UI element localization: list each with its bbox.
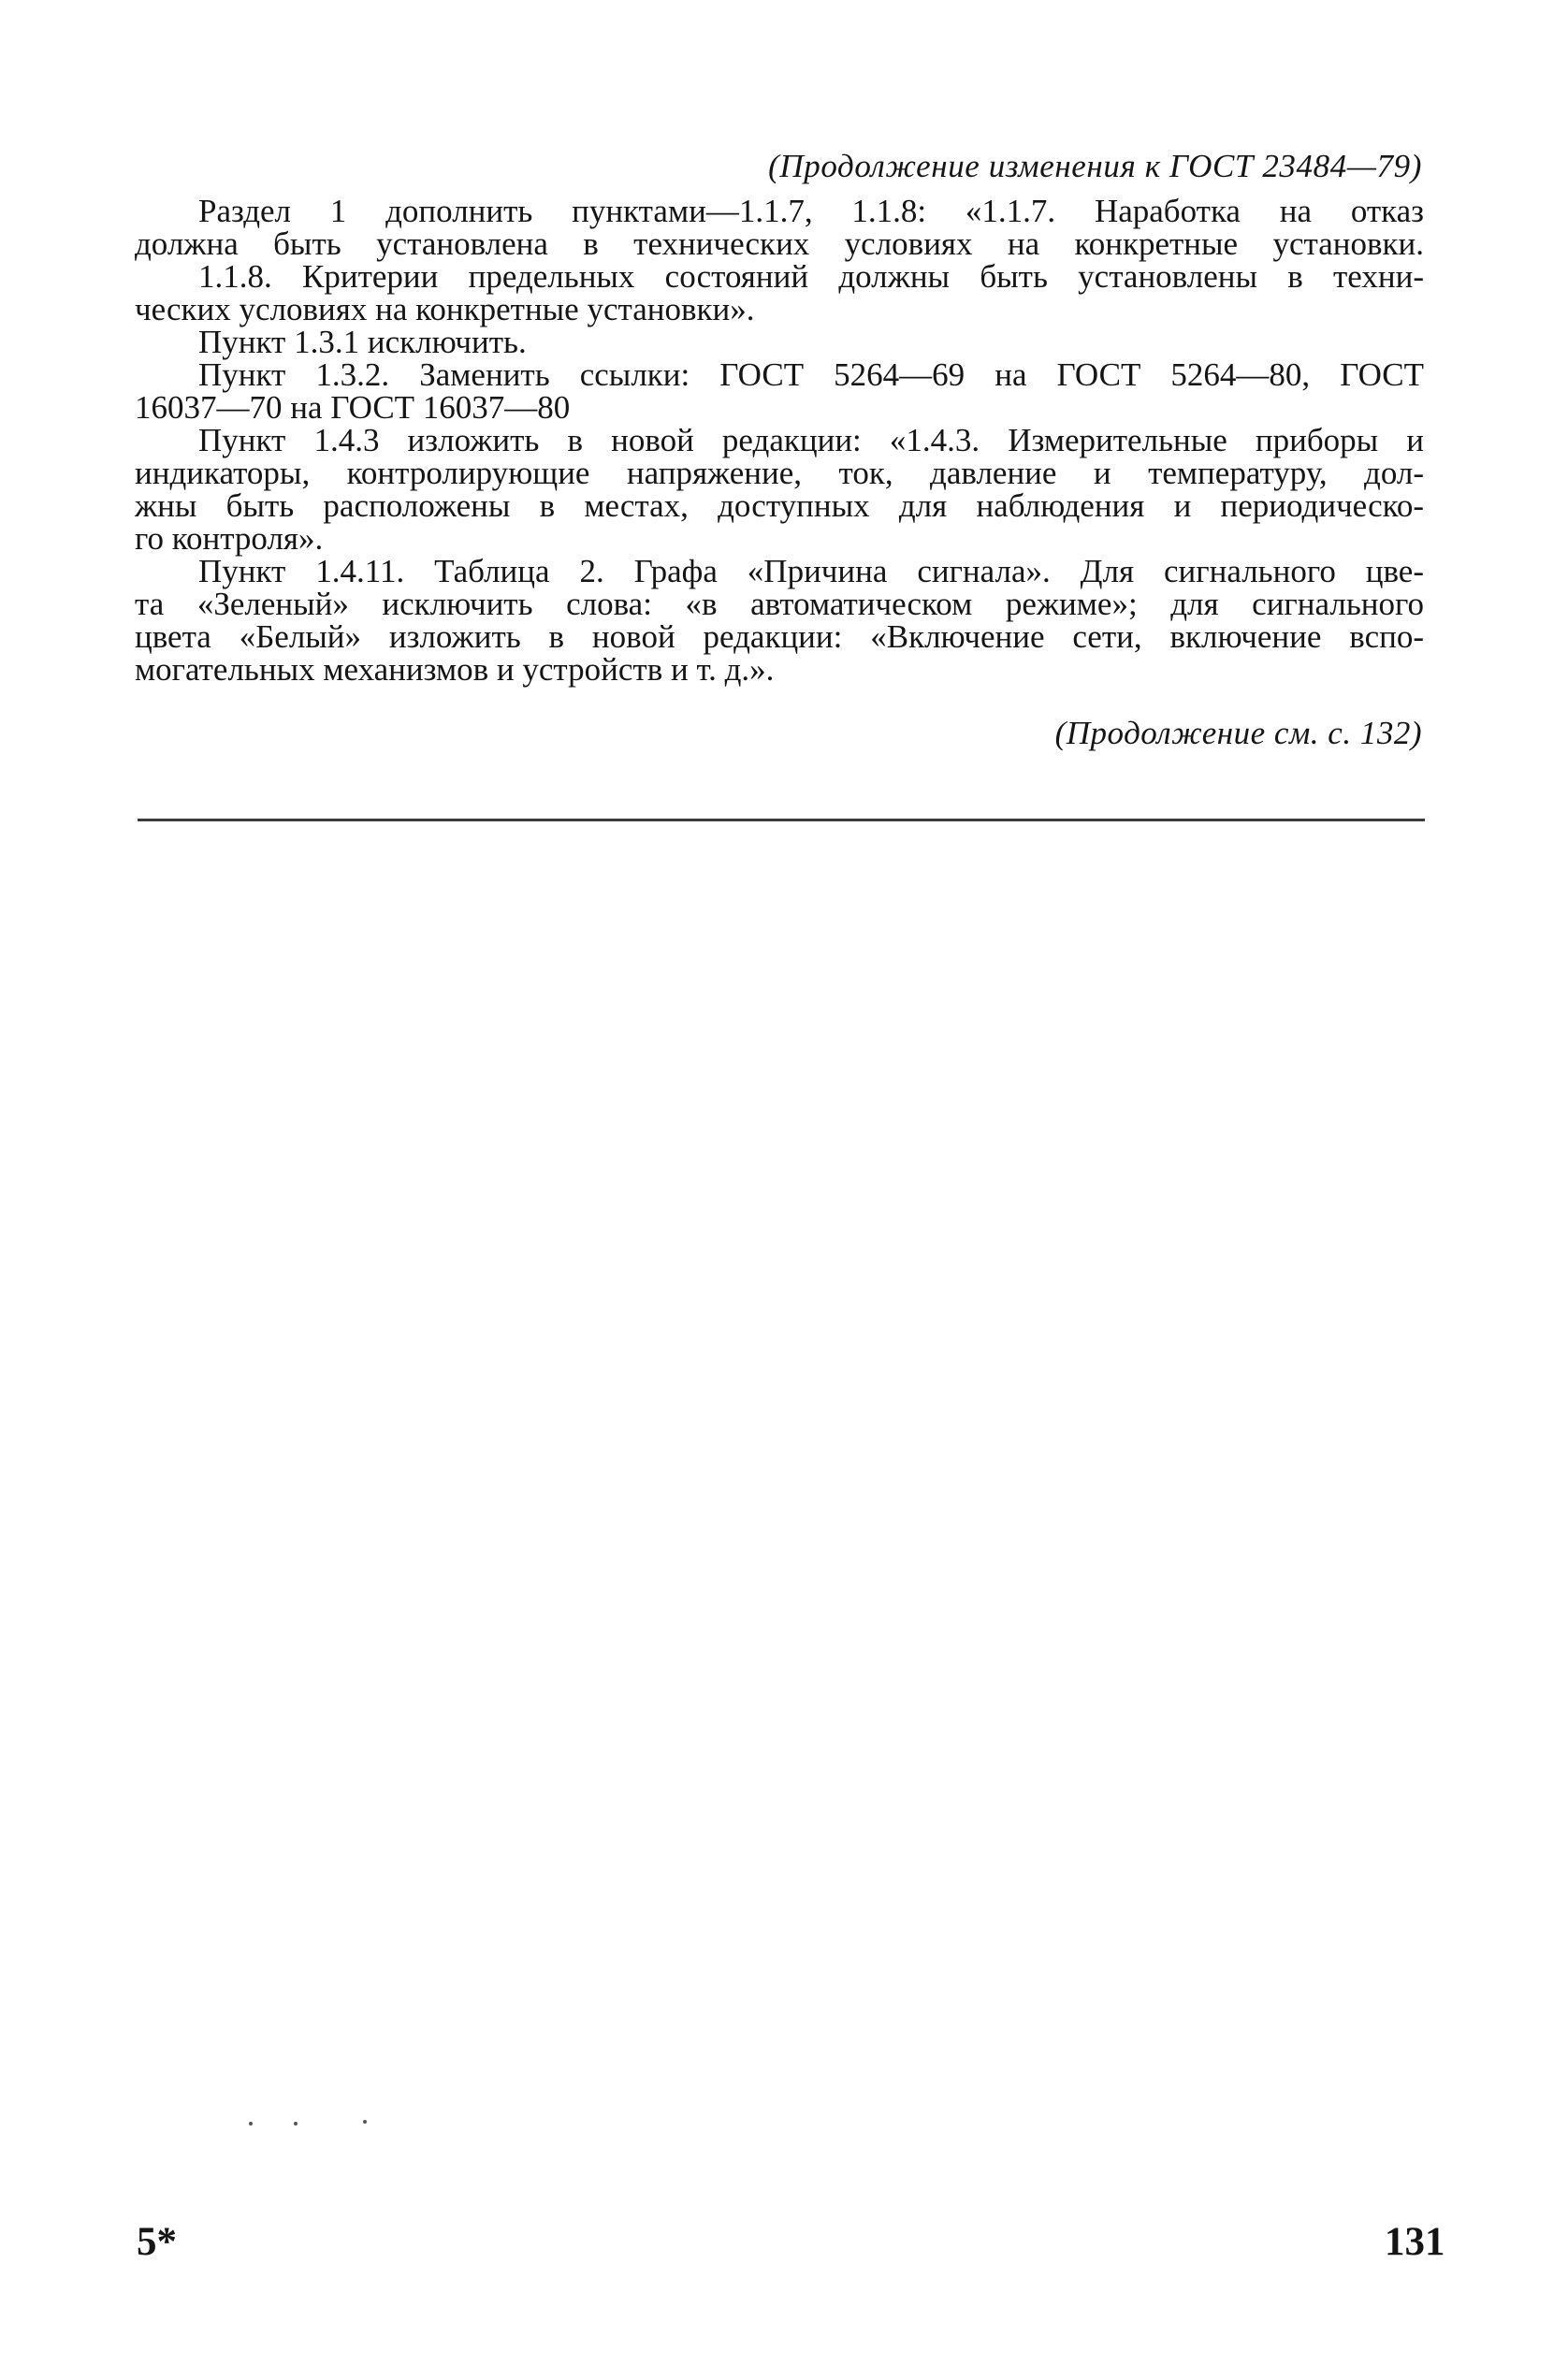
text-line: ческих условиях на конкретные установки». bbox=[135, 291, 755, 327]
text-line: Пункт 1.4.3 изложить в новой редакции: «1.4.3. Измерительные приборы и bbox=[198, 422, 1424, 458]
continuation-header: (Продолжение изменения к ГОСТ 23484—79) bbox=[768, 148, 1422, 184]
text-line: та «Зеленый» исключить слова: «в автоматическом режиме»; для сигнального bbox=[135, 586, 1424, 622]
text-line: Раздел 1 дополнить пунктами—1.1.7, 1.1.8: «1.1.7. Наработка на отказ bbox=[198, 193, 1424, 229]
text-line: Пункт 1.4.11. Таблица 2. Графа «Причина сигнала». Для сигнального цве- bbox=[198, 553, 1424, 589]
text-line: го контроля». bbox=[135, 520, 324, 557]
scan-speck bbox=[294, 2122, 298, 2126]
text-line: индикаторы, контролирующие напряжение, ток, давление и температуру, дол- bbox=[135, 455, 1424, 491]
text-line: жны быть расположены в местах, доступных для наблюдения и периодическо- bbox=[135, 487, 1424, 524]
text-line: 1.1.8. Критерии предельных состояний должны быть установлены в техни- bbox=[198, 258, 1424, 295]
text-line: цвета «Белый» изложить в новой редакции: «Включение сети, включение вспо- bbox=[135, 618, 1424, 655]
scan-specks bbox=[249, 2118, 380, 2127]
page-number: 131 bbox=[1385, 2220, 1445, 2264]
scan-speck bbox=[249, 2122, 253, 2126]
signature-mark: 5* bbox=[137, 2220, 177, 2264]
text-line: Пункт 1.3.1 исключить. bbox=[198, 324, 527, 360]
scan-speck bbox=[363, 2120, 367, 2124]
amendment-text bbox=[135, 195, 1424, 686]
text-line: 16037—70 на ГОСТ 16037—80 bbox=[135, 389, 571, 426]
text-line: Пункт 1.3.2. Заменить ссылки: ГОСТ 5264—69 на ГОСТ 5264—80, ГОСТ bbox=[198, 356, 1424, 393]
horizontal-rule bbox=[138, 819, 1425, 821]
continuation-note: (Продолжение см. с. 132) bbox=[1054, 715, 1422, 751]
text-line: должна быть установлена в технических условиях на конкретные установки. bbox=[135, 225, 1424, 262]
text-line: могательных механизмов и устройств и т. д.». bbox=[135, 651, 775, 688]
